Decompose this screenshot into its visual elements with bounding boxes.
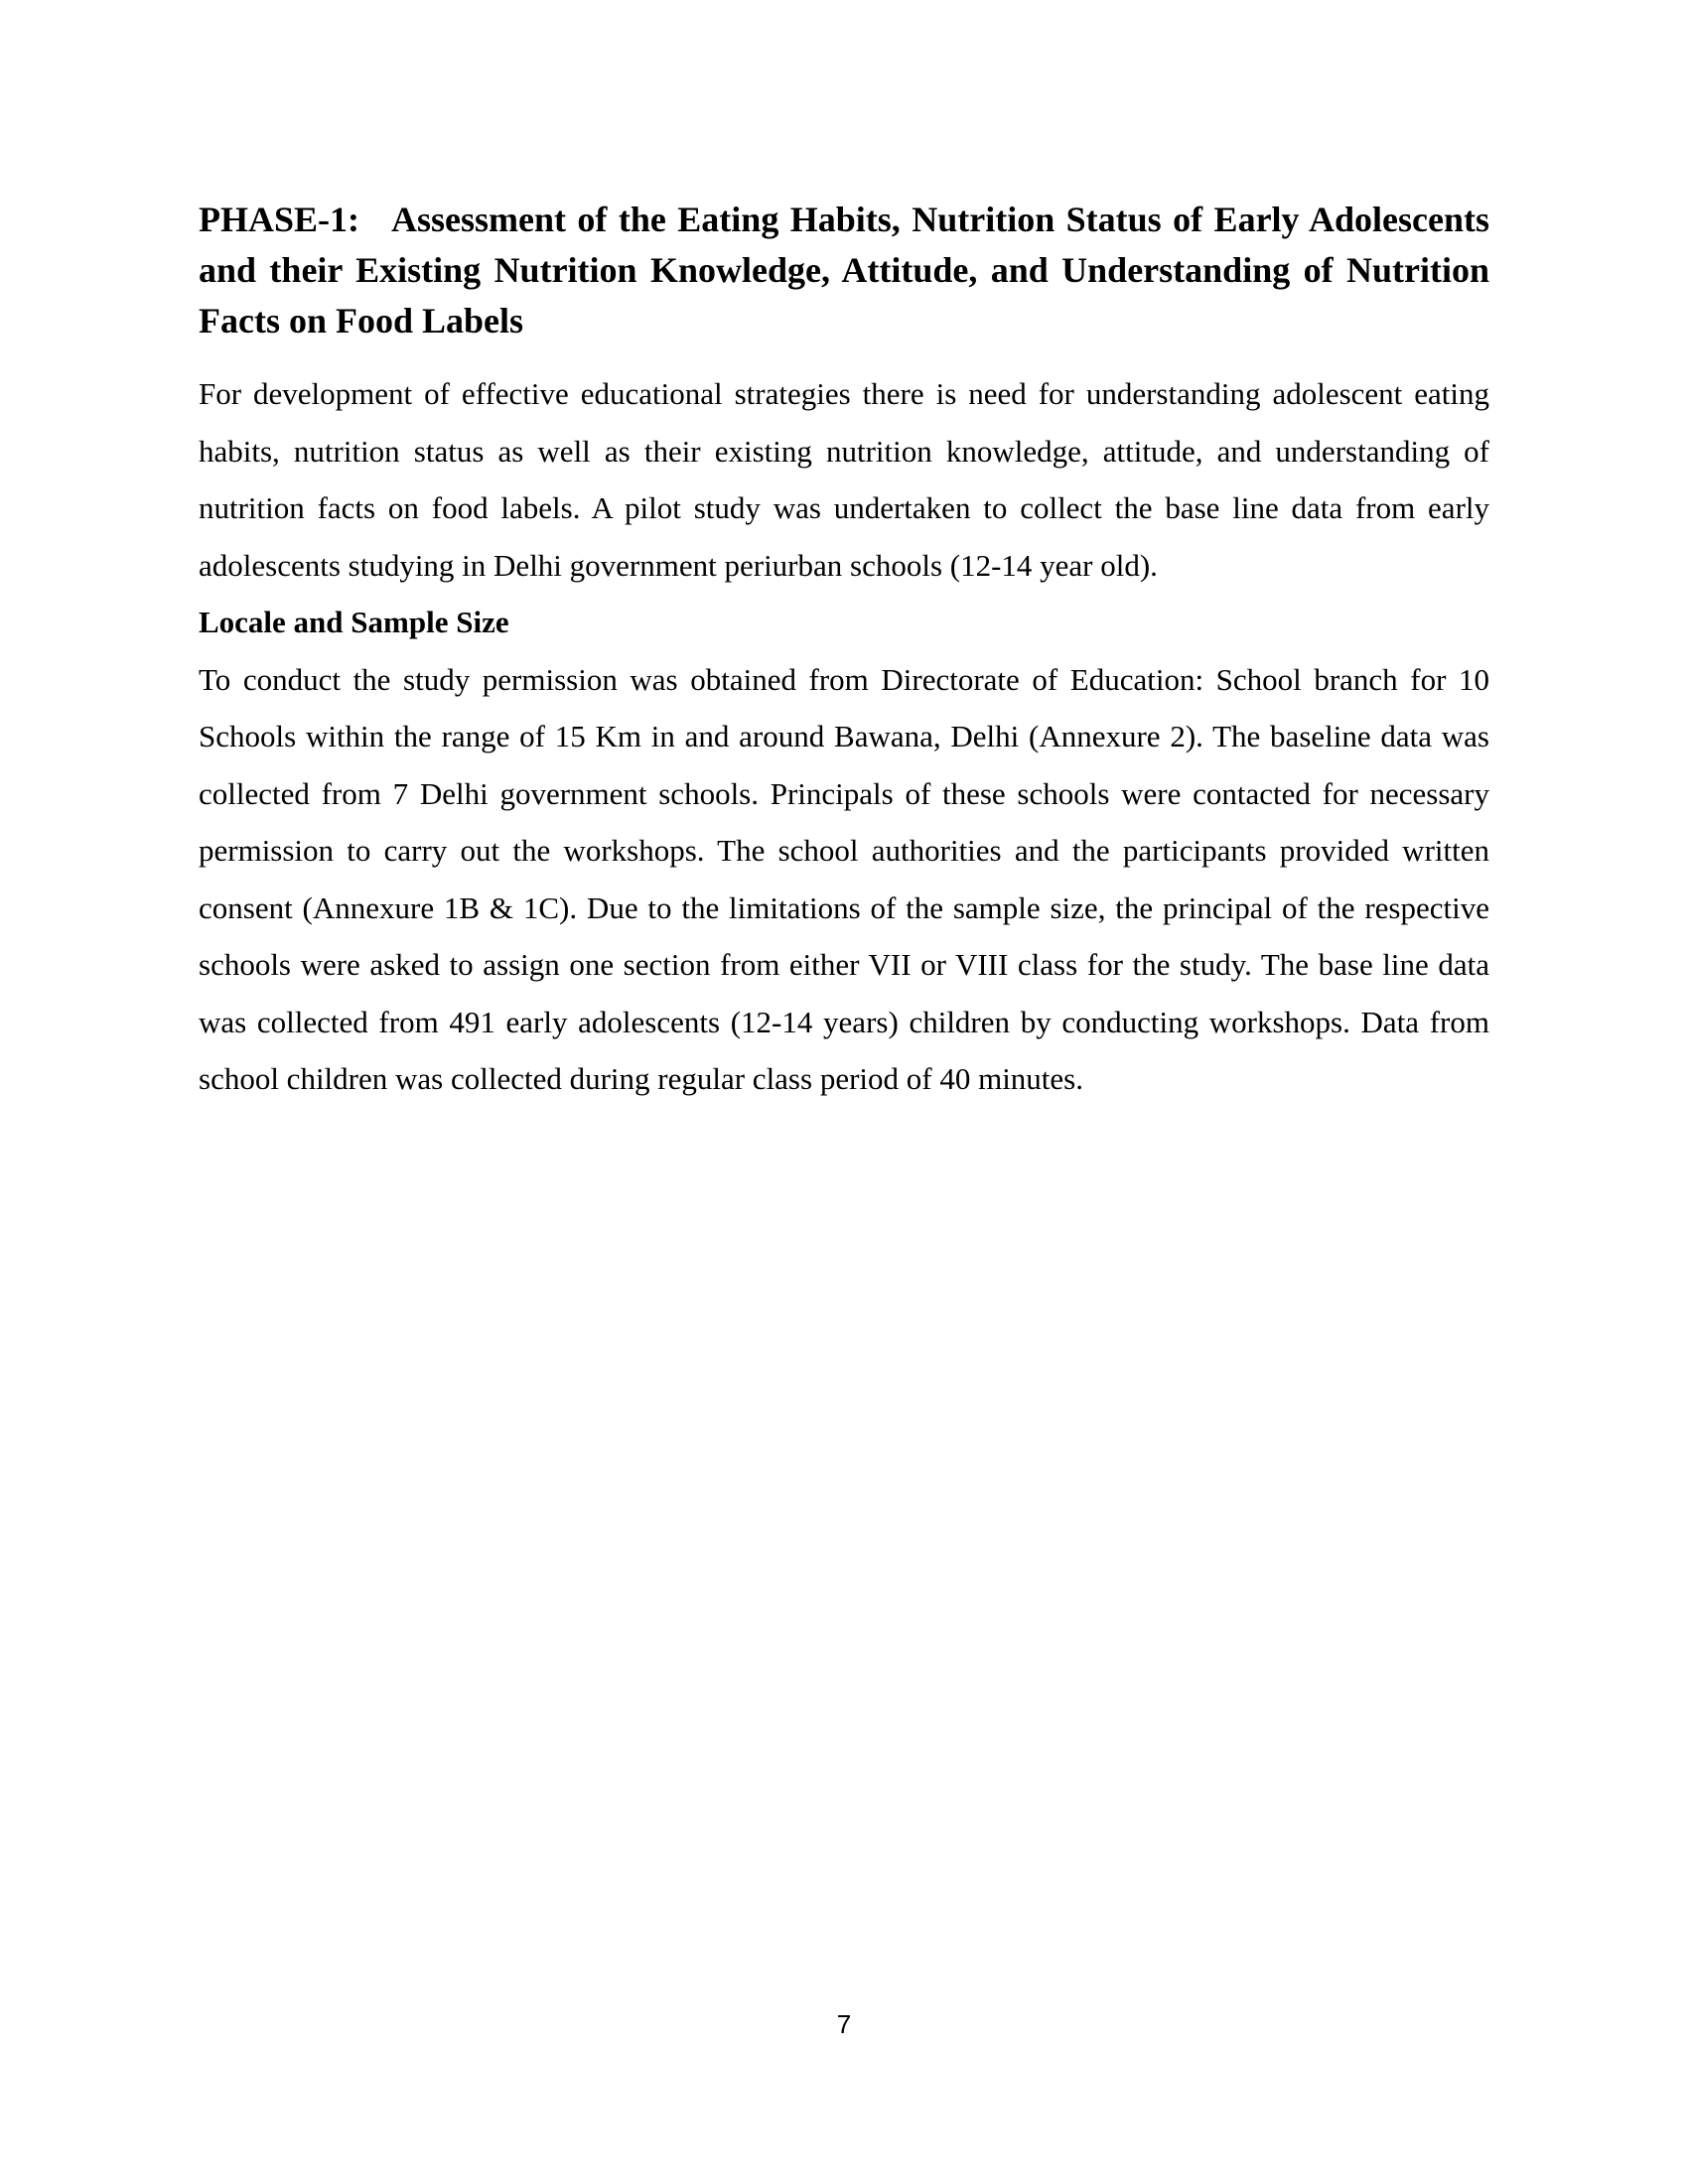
phase-label: PHASE-1: [199,200,359,239]
intro-paragraph: For development of effective educational strategies there is need for understanding adolescent eating habits, nutrition status as well as their existing nutrition knowledge, attitude, and understanding of nutrition facts on food labels. A pilot study was undertaken to collect the base line data from early adolescents studying in Delhi government periurban schools (12-14 year old). [199,376,1489,583]
document-page [199,195,1489,1108]
phase-heading [199,195,1489,346]
phase-title: Assessment of the Eating Habits, Nutrition Status of Early Adolescents and their Existing Nutrition Knowledge, Attitude, and Understanding of Nutrition Facts on Food Labels [199,200,1489,341]
section-heading: Locale and Sample Size [199,605,509,639]
section-paragraph: To conduct the study permission was obtained from Directorate of Education: School branch for 10 Schools within the range of 15 Km in and around Bawana, Delhi (Annexure 2). The baseline data was collected from 7 Delhi government schools. Principals of these schools were contacted for necessary permission to carry out the workshops. The school authorities and the participants provided written consent (Annexure 1B & 1C). Due to the limitations of the sample size, the principal of the respective schools were asked to assign one section from either VII or VIII class for the study. The base line data was collected from 491 early adolescents (12-14 years) children by conducting workshops. Data from school children was collected during regular class period of 40 minutes. [199,661,1489,1096]
page-number: 7 [836,2009,852,2039]
